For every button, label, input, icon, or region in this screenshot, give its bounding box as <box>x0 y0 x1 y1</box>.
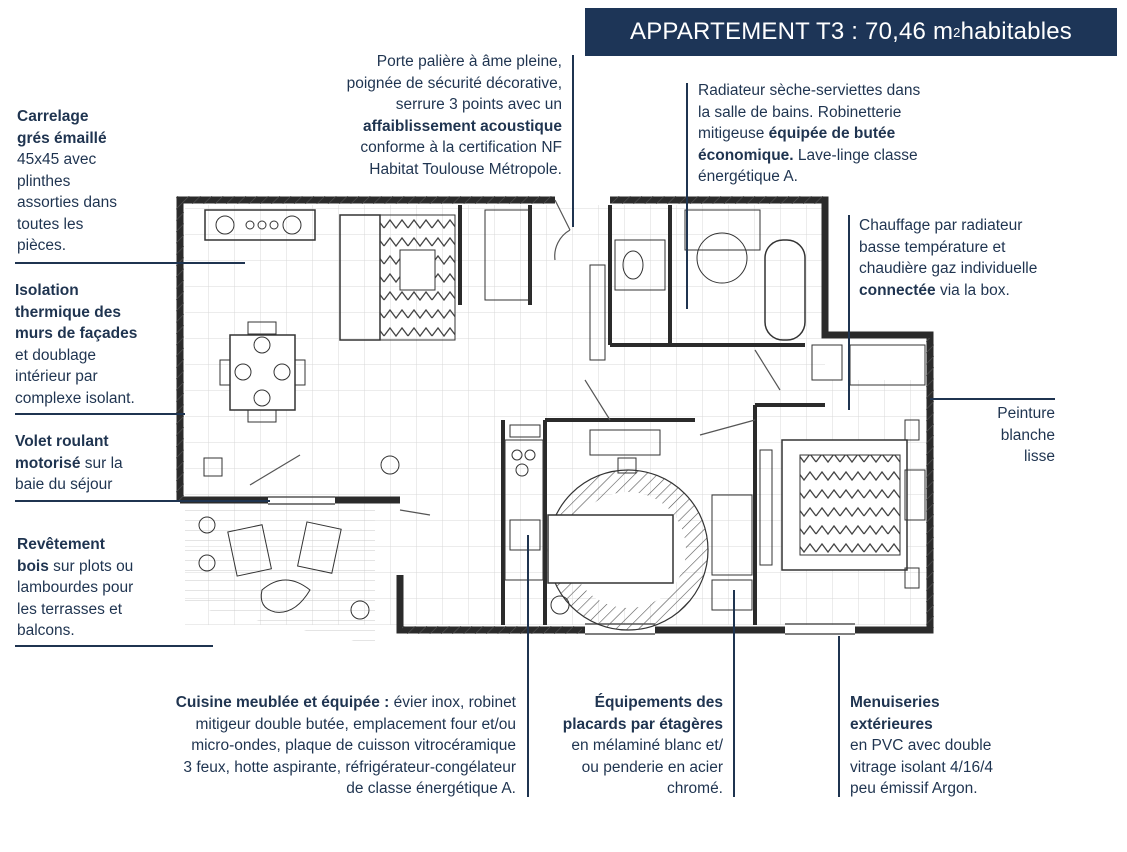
leader-peinture <box>930 398 1055 400</box>
revetement-rest-2: sur plots ou <box>48 557 134 575</box>
leader-carrelage <box>15 262 245 264</box>
chauffage-line-1: Chauffage par radiateur <box>859 217 1023 234</box>
cuisine-line-5: de classe énergétique A. <box>346 780 516 797</box>
revetement-line-3: lambourdes pour <box>17 579 134 596</box>
cuisine-line-4: 3 feux, hotte aspirante, réfrigérateur-congélateur <box>183 758 516 776</box>
volet-line-3: baie du séjour <box>15 476 113 493</box>
carrelage-line-4: toutes les <box>17 215 84 233</box>
leader-porte <box>572 55 574 227</box>
note-menuiseries <box>850 692 993 800</box>
cuisine-line-2: mitigeur double butée, emplacement four et/ou <box>195 715 516 733</box>
peinture-line-1: Peinture <box>997 405 1055 422</box>
note-peinture <box>960 403 1055 468</box>
carrelage-bold-1: Carrelage <box>17 108 89 125</box>
porte-line-4: conforme à la certification NF <box>360 139 562 156</box>
porte-line-1: Porte palière à âme pleine, <box>376 53 562 70</box>
note-revetement <box>17 534 133 642</box>
revetement-bold-1: Revêtement <box>17 536 105 553</box>
chauffage-line-3: chaudière gaz individuelle <box>859 260 1038 277</box>
note-isolation <box>15 280 137 409</box>
isolation-line-3: complexe isolant. <box>15 389 135 407</box>
note-volet <box>15 431 123 496</box>
carrelage-line-5: pièces. <box>17 237 67 254</box>
carrelage-bold-2: grés émaillé <box>17 129 107 147</box>
porte-line-2: poignée de sécurité décorative, <box>346 74 562 92</box>
porte-line-3: serrure 3 points avec un <box>395 96 562 113</box>
porte-bold: affaiblissement acoustique <box>363 117 562 135</box>
leader-cuisine <box>527 535 529 797</box>
cuisine-rest-1: évier inox, robinet <box>389 694 516 711</box>
volet-rest-2: sur la <box>80 454 123 472</box>
menuiseries-line-5: peu émissif Argon. <box>850 780 978 797</box>
radiateur-line-1: Radiateur sèche-serviettes dans <box>698 82 921 99</box>
menuiseries-bold-2: extérieures <box>850 715 933 733</box>
leader-chauffage <box>848 215 850 410</box>
placards-line-5: chromé. <box>667 780 723 797</box>
volet-bold-2: motorisé <box>15 454 81 472</box>
chauffage-line-2: basse température et <box>859 238 1006 256</box>
placards-line-3: en mélaminé blanc et/ <box>571 737 723 754</box>
porte-line-5: Habitat Toulouse Métropole. <box>369 160 562 178</box>
note-radiateur <box>698 80 920 188</box>
revetement-line-4: les terrasses et <box>17 600 123 618</box>
carrelage-line-3: assorties dans <box>17 194 117 211</box>
volet-bold-1: Volet roulant <box>15 433 109 450</box>
leader-isolation <box>15 413 185 415</box>
leader-menuiseries <box>838 636 840 797</box>
menuiseries-bold-1: Menuiseries <box>850 694 940 711</box>
note-chauffage <box>859 215 1037 301</box>
leader-volet <box>15 500 270 502</box>
cuisine-bold-1: Cuisine meublée et équipée : <box>175 694 390 711</box>
revetement-line-5: balcons. <box>17 622 75 639</box>
radiateur-bold-3: équipée de butée <box>768 125 896 142</box>
note-placards <box>540 692 723 800</box>
chauffage-rest-4: via la box. <box>935 281 1010 299</box>
radiateur-rest-4: Lave-linge classe <box>793 146 918 164</box>
title-text: APPARTEMENT T3 : 70,46 m <box>630 18 954 45</box>
radiateur-bold-4: économique. <box>698 146 794 164</box>
isolation-bold-3: murs de façades <box>15 325 138 342</box>
isolation-bold-1: Isolation <box>15 282 79 299</box>
peinture-line-3: lisse <box>1023 448 1055 465</box>
isolation-bold-2: thermique des <box>15 303 121 321</box>
menuiseries-line-3: en PVC avec double <box>850 737 992 754</box>
revetement-bold-2: bois <box>17 557 49 575</box>
carrelage-line-2: plinthes <box>17 172 71 190</box>
carrelage-line-1: 45x45 avec <box>17 151 97 168</box>
leader-revetement <box>15 645 213 647</box>
note-carrelage <box>17 106 117 257</box>
radiateur-line-2: la salle de bains. Robinetterie <box>698 103 902 121</box>
note-cuisine <box>120 692 516 800</box>
isolation-line-2: intérieur par <box>15 368 98 385</box>
radiateur-line-5: énergétique A. <box>698 168 798 185</box>
note-porte <box>292 51 562 180</box>
placards-line-4: ou penderie en acier <box>581 758 723 776</box>
menuiseries-line-4: vitrage isolant 4/16/4 <box>850 758 994 776</box>
chauffage-bold-4: connectée <box>859 281 936 299</box>
peinture-line-2: blanche <box>1000 426 1055 444</box>
cuisine-line-3: micro-ondes, plaque de cuisson vitrocéramique <box>191 737 516 754</box>
placards-bold-1: Équipements des <box>594 694 723 711</box>
radiateur-pre-3: mitigeuse <box>698 125 769 142</box>
placards-bold-2: placards par étagères <box>562 715 723 733</box>
isolation-line-1: et doublage <box>15 346 97 364</box>
title-tail: habitables <box>960 18 1072 45</box>
leader-placards <box>733 590 735 797</box>
leader-radiateur <box>686 83 688 309</box>
title-sup: 2 <box>953 24 961 40</box>
